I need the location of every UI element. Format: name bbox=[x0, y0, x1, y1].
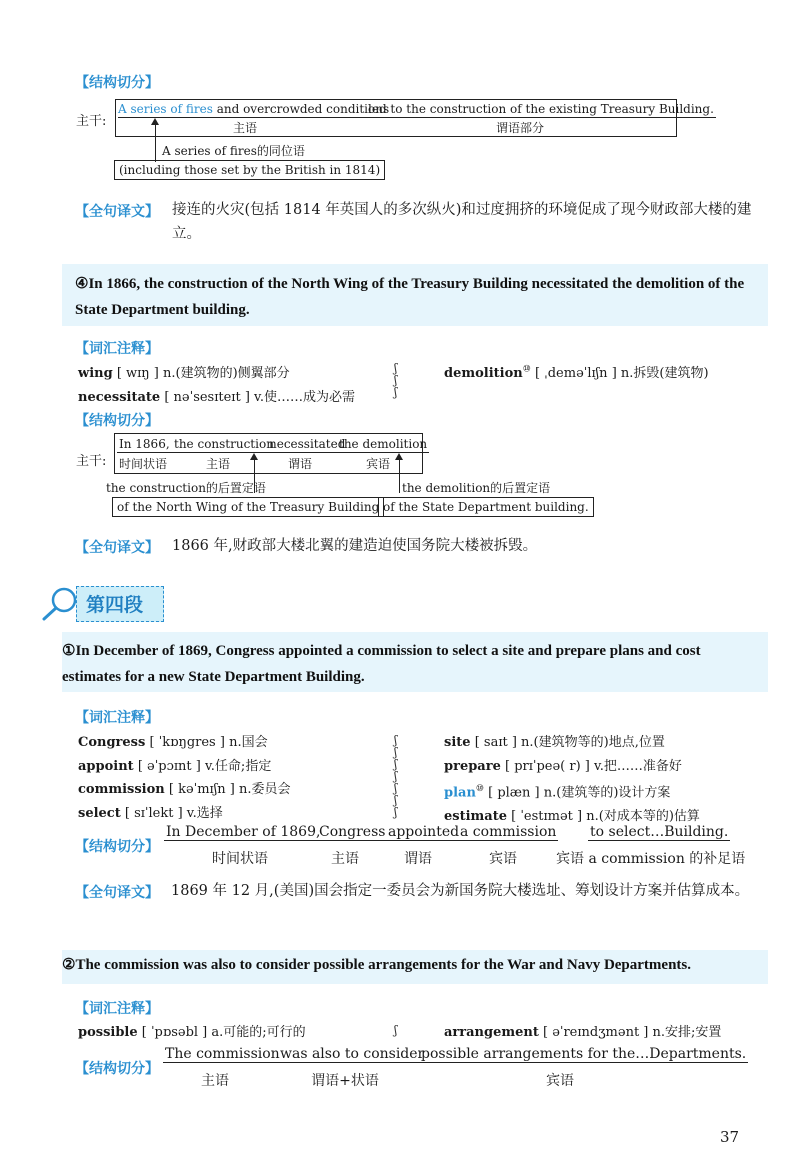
seg-object: possible arrangements for the…Departments. bbox=[421, 1046, 747, 1062]
vocab-prepare: prepare [ prɪˈpeə( r) ] v.把……准备好 bbox=[444, 758, 682, 774]
role-subject: 主语 bbox=[205, 457, 230, 471]
vocab-tag: 【词汇注释】 bbox=[75, 341, 159, 357]
main-clause-label: 主干: bbox=[76, 454, 107, 469]
seg-complement: to select…Building. bbox=[590, 824, 729, 840]
predicate-text: led to the construction of the existing Treasury Building. bbox=[368, 102, 714, 116]
sentence-4: ④In 1866, the construction of the North Wing of the Treasury Building necessitated the demolition of the State Department building. bbox=[75, 276, 745, 318]
sentence-2: ②The commission was also to consider possible arrangements for the War and Navy Departments. bbox=[62, 957, 692, 973]
sentence-1: ①In December of 1869, Congress appointed a commission to select a site and prepare plans and cost estimates for a new State Department Building. bbox=[62, 643, 701, 685]
role-time: 时间状语 bbox=[212, 851, 268, 867]
divider-squiggle: ʃ ʃ ʃ ʃ ʃ ʃ ʃ bbox=[394, 733, 398, 819]
predicate-role: 谓语部分 bbox=[495, 121, 544, 135]
role-predicate: 谓语 bbox=[287, 457, 312, 471]
magnifier-icon bbox=[40, 586, 80, 626]
subject-role: 主语 bbox=[232, 121, 257, 135]
vocab-tag: 【词汇注释】 bbox=[75, 1001, 159, 1017]
seg-predicate: necessitated bbox=[269, 437, 346, 451]
seg-subject: The commission bbox=[165, 1046, 280, 1062]
modifier-label: the construction的后置定语 bbox=[106, 481, 266, 495]
seg-object: the demolition bbox=[339, 437, 428, 451]
subject-highlight: A series of fires bbox=[118, 102, 213, 116]
structure-tag: 【结构切分】 bbox=[75, 1061, 159, 1077]
translation-tag: 【全句译文】 bbox=[75, 204, 159, 220]
structure-tag: 【结构切分】 bbox=[75, 839, 159, 855]
modifier-box: of the North Wing of the Treasury Building bbox=[112, 497, 384, 517]
divider-squiggle: ʃ ʃ ʃ bbox=[394, 361, 398, 399]
modifier-box: of the State Department building. bbox=[378, 497, 594, 517]
role-object: 宾语 bbox=[365, 457, 390, 471]
vocab-wing: wing [ wɪŋ ] n.(建筑物的)侧翼部分 bbox=[78, 366, 290, 381]
vocab-possible: possible [ ˈpɒsəbl ] a.可能的;可行的 bbox=[78, 1025, 306, 1040]
translation-text: 1866 年,财政部大楼北翼的建造迫使国务院大楼被拆毁。 bbox=[172, 538, 538, 554]
vocab-necessitate: necessitate [ nəˈsesɪteɪt ] v.使……成为必需 bbox=[78, 390, 355, 405]
vocab-list-left bbox=[78, 731, 290, 825]
vocab-arrangement: arrangement [ əˈreɪndʒmənt ] n.安排;安置 bbox=[444, 1025, 722, 1040]
vocab-demolition: demolition⑩ [ ˌdeməˈlɪʃn ] n.拆毁(建筑物) bbox=[444, 364, 709, 381]
seg-time: In 1866, bbox=[119, 437, 170, 451]
role-subject: 主语 bbox=[201, 1073, 229, 1089]
structure-tag: 【结构切分】 bbox=[75, 75, 159, 91]
appositive-box: (including those set by the British in 1814) bbox=[114, 160, 385, 180]
translation-text: 1869 年 12 月,(美国)国会指定一委员会为新国务院大楼选址、筹划设计方案并估算成本。 bbox=[171, 883, 750, 899]
vocab-list-right bbox=[444, 731, 700, 828]
seg-predicate: appointed bbox=[388, 824, 460, 840]
connector-line bbox=[399, 459, 400, 493]
vocab-commission: commission [ kəˈmɪʃn ] n.委员会 bbox=[78, 782, 291, 797]
translation-tag: 【全句译文】 bbox=[75, 885, 159, 901]
translation-tag: 【全句译文】 bbox=[75, 540, 159, 556]
structure-tag: 【结构切分】 bbox=[75, 413, 159, 429]
translation-text: 接连的火灾(包括 1814 年英国人的多次纵火)和过度拥挤的环境促成了现今财政部大楼的建立。 bbox=[172, 202, 752, 242]
seg-subject: Congress bbox=[319, 824, 386, 840]
vocab-plan: plan⑩ [ plæn ] n.(建筑等的)设计方案 bbox=[444, 784, 671, 801]
seg-time: In December of 1869, bbox=[166, 824, 321, 840]
seg-predicate: was also to consider bbox=[280, 1046, 425, 1062]
role-object: 宾语 bbox=[546, 1073, 574, 1089]
vocab-site: site [ saɪt ] n.(建筑物等的)地点,位置 bbox=[444, 735, 665, 750]
vocab-appoint: appoint [ əˈpɔɪnt ] v.任命;指定 bbox=[78, 758, 272, 774]
subject-text bbox=[118, 101, 389, 118]
vocab-select: select [ sɪˈlekt ] v.选择 bbox=[78, 805, 223, 821]
vocab-tag: 【词汇注释】 bbox=[75, 710, 159, 726]
connector-line bbox=[155, 124, 156, 162]
page-number: 37 bbox=[720, 1128, 740, 1146]
vocab-congress: Congress [ ˈkɒŋgres ] n.国会 bbox=[78, 735, 268, 750]
divider-squiggle: ʃ bbox=[394, 1023, 398, 1037]
main-clause-label: 主干: bbox=[76, 114, 107, 129]
seg-object: a commission bbox=[460, 824, 557, 840]
subject-rest: and overcrowded conditions bbox=[212, 102, 390, 116]
role-complement: 宾语 a commission 的补足语 bbox=[556, 851, 746, 867]
seg-subject: the construction bbox=[174, 437, 274, 451]
modifier-label: the demolition的后置定语 bbox=[402, 481, 551, 495]
appositive-label: A series of fires的同位语 bbox=[162, 144, 305, 158]
vocab-estimate: estimate [ ˈestɪmət ] n.(对成本等的)估算 bbox=[444, 808, 700, 824]
role-object: 宾语 bbox=[489, 851, 517, 867]
role-time: 时间状语 bbox=[118, 457, 167, 471]
role-predicate: 谓语 bbox=[404, 851, 432, 867]
section-title: 第四段 bbox=[86, 594, 144, 616]
role-predicate: 谓语+状语 bbox=[311, 1073, 379, 1089]
role-subject: 主语 bbox=[331, 851, 359, 867]
